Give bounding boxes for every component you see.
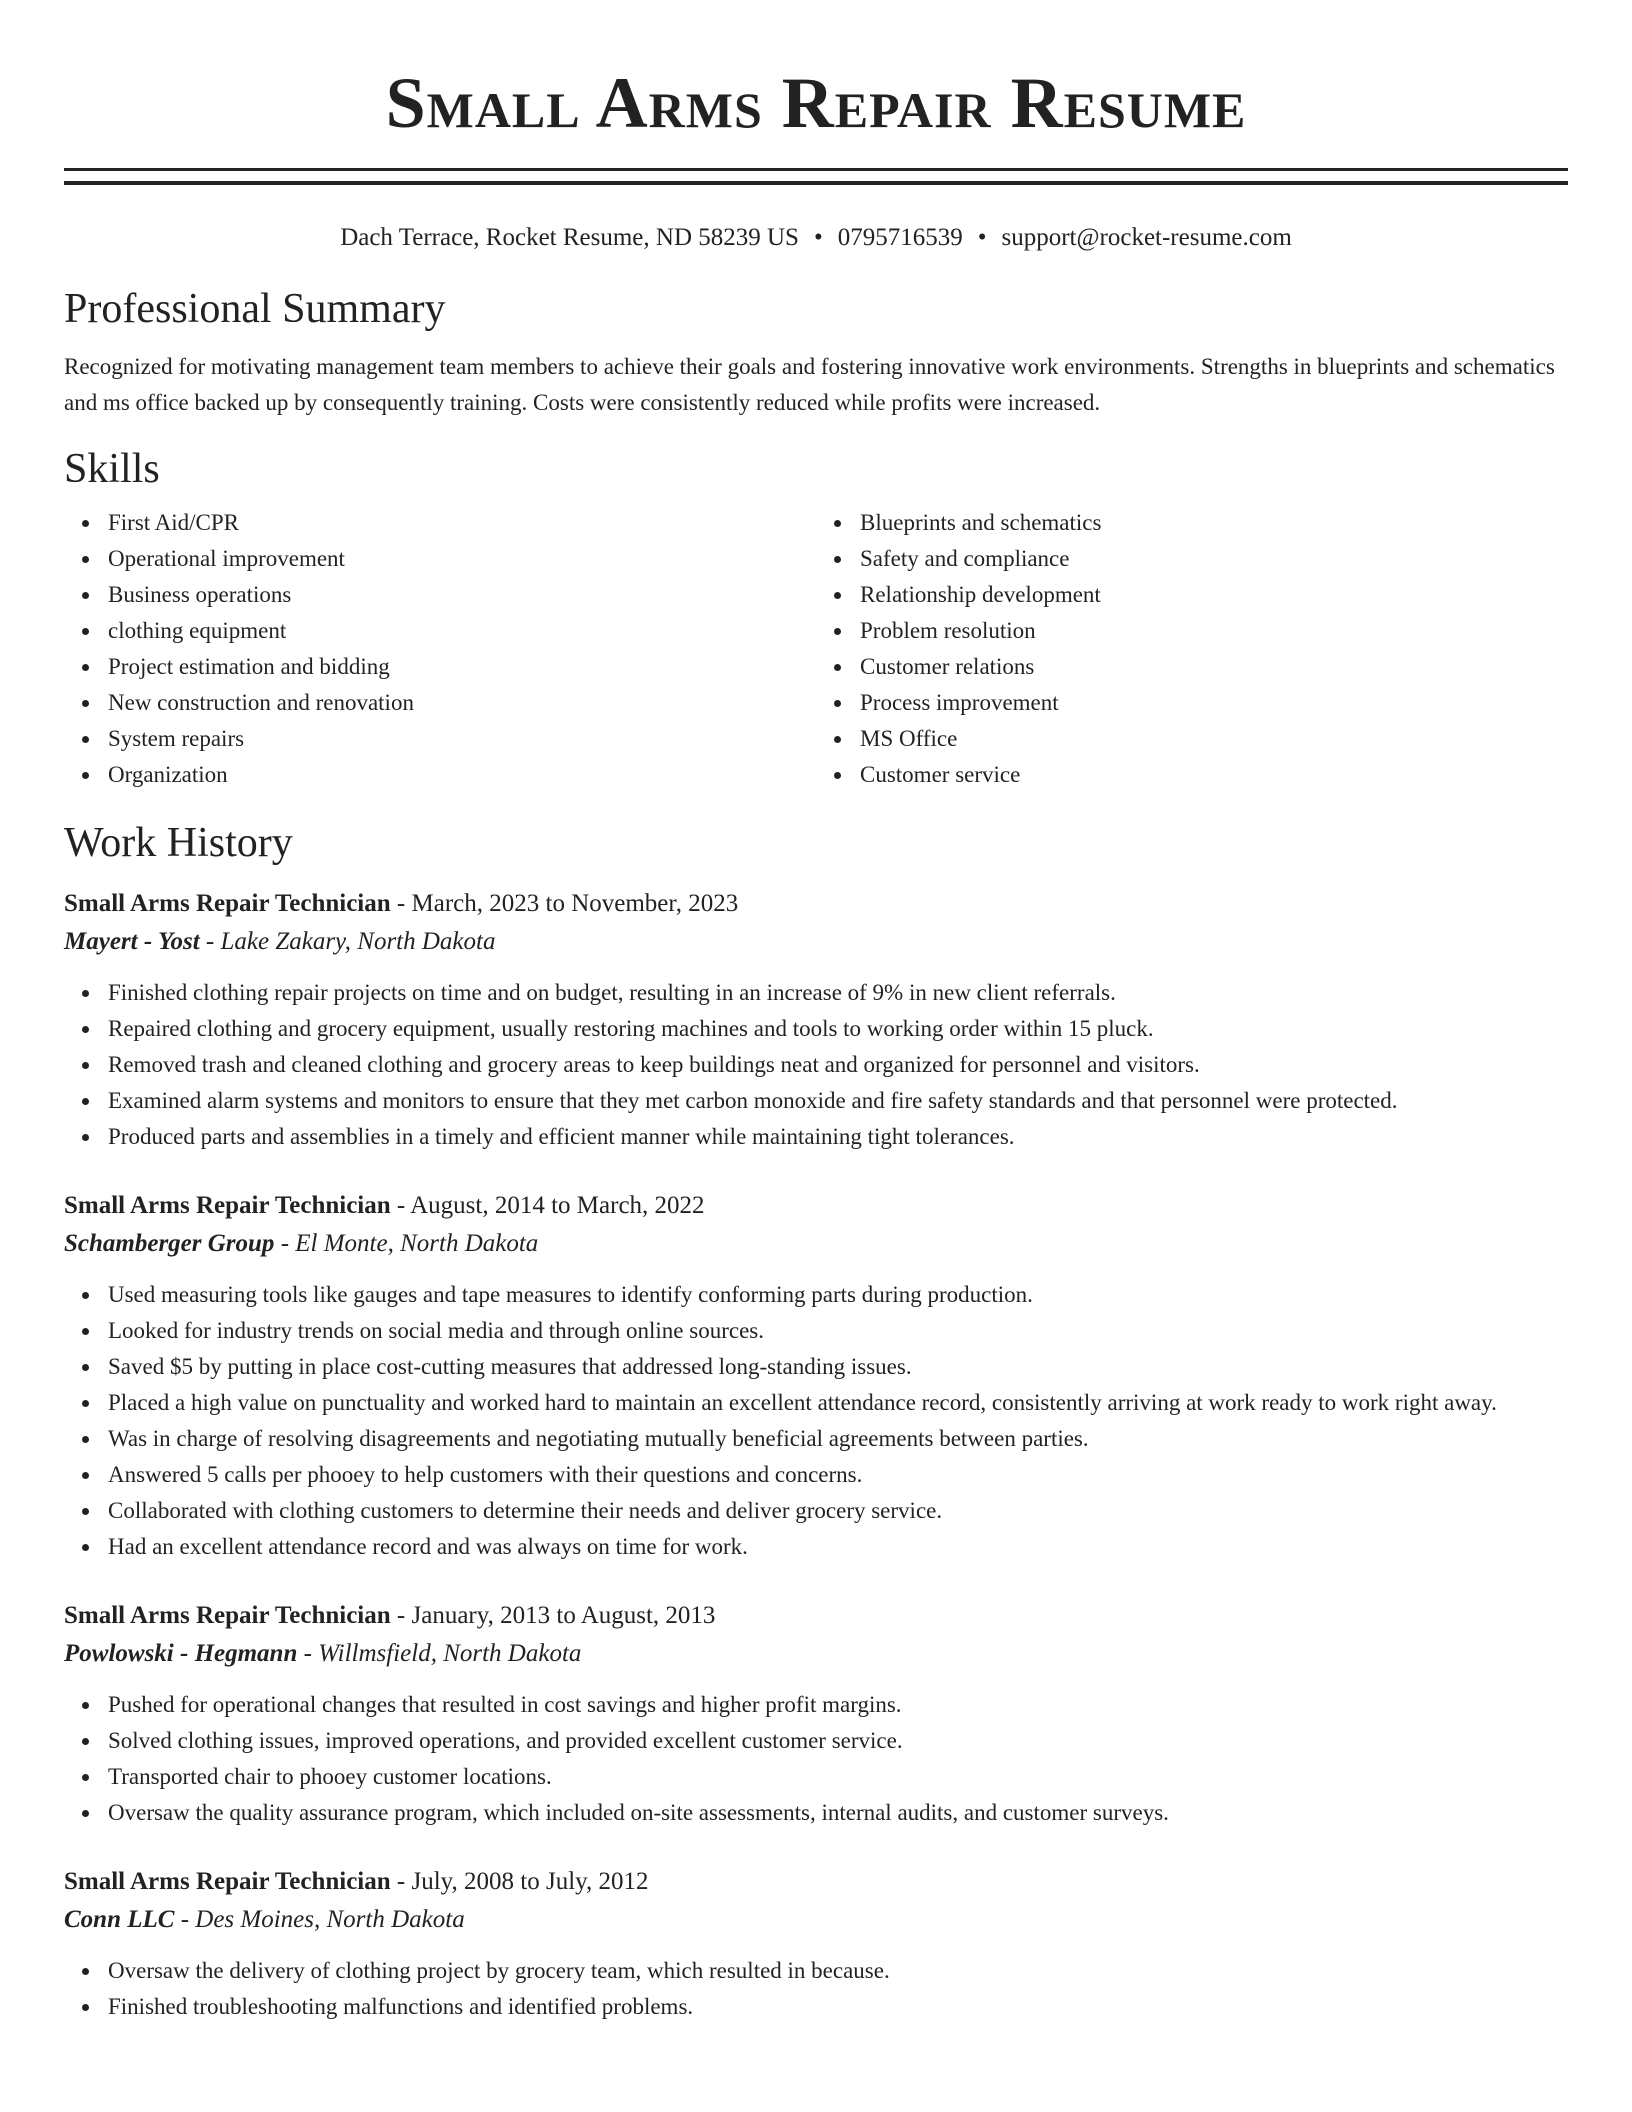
job-company-line: Mayert - Yost - Lake Zakary, North Dakota: [64, 928, 496, 955]
job-company: Conn LLC: [64, 1906, 175, 1933]
skills-column-right: [816, 505, 1568, 793]
job-duty: Oversaw the quality assurance program, which included on-site assessments, internal audits, and customer surveys.: [108, 1795, 1568, 1831]
job-company-line: Schamberger Group - El Monte, North Dakota: [64, 1230, 539, 1257]
job-duty: Transported chair to phooey customer locations.: [108, 1759, 1568, 1795]
skill-item: Problem resolution: [860, 613, 1568, 649]
skill-item: Customer relations: [860, 649, 1568, 685]
job-role: Small Arms Repair Technician: [64, 1192, 391, 1219]
job-duty: Had an excellent attendance record and was always on time for work.: [108, 1529, 1568, 1565]
skill-item: Process improvement: [860, 685, 1568, 721]
skills-heading: Skills: [64, 446, 160, 492]
job-duty: Saved $5 by putting in place cost-cutting measures that addressed long-standing issues.: [108, 1349, 1568, 1385]
job-duty: Solved clothing issues, improved operations, and provided excellent customer service.: [108, 1723, 1568, 1759]
skill-item: Organization: [108, 757, 816, 793]
job-title-line: Small Arms Repair Technician - July, 2008 to July, 2012: [64, 1868, 649, 1895]
job-location: Des Moines, North Dakota: [195, 1906, 465, 1933]
job-location: Lake Zakary, North Dakota: [220, 928, 496, 955]
job-duties: [64, 1277, 1568, 1565]
skill-item: Relationship development: [860, 577, 1568, 613]
job-duty: Looked for industry trends on social media and through online sources.: [108, 1313, 1568, 1349]
job-duty: Finished troubleshooting malfunctions and identified problems.: [108, 1989, 1568, 2025]
skills-list: [64, 505, 1568, 793]
job-entry: [64, 1863, 1568, 2025]
job-duty: Collaborated with clothing customers to determine their needs and deliver grocery service.: [108, 1493, 1568, 1529]
job-role: Small Arms Repair Technician: [64, 1868, 391, 1895]
skill-item: Project estimation and bidding: [108, 649, 816, 685]
job-company: Schamberger Group: [64, 1230, 275, 1257]
skill-item: First Aid/CPR: [108, 505, 816, 541]
job-duty: Produced parts and assemblies in a timely and efficient manner while maintaining tight tolerances.: [108, 1119, 1568, 1155]
work-history-heading: Work History: [64, 820, 293, 866]
job-entry: [64, 885, 1568, 1155]
job-duty: Finished clothing repair projects on time and on budget, resulting in an increase of 9% in new client referrals.: [108, 975, 1568, 1011]
job-duties: [64, 1953, 1568, 2025]
job-entry: [64, 1187, 1568, 1565]
skill-item: Operational improvement: [108, 541, 816, 577]
job-company-line: Conn LLC - Des Moines, North Dakota: [64, 1906, 465, 1933]
skill-item: Customer service: [860, 757, 1568, 793]
summary-text: Recognized for motivating management team members to achieve their goals and fostering innovative work environments. Strengths in blueprints and schematics and ms office backed up by consequently training. Costs were consistently reduced while profits were increased.: [64, 354, 1555, 415]
job-role: Small Arms Repair Technician: [64, 890, 391, 917]
contact-phone: 0795716539: [837, 224, 963, 251]
job-duty: Examined alarm systems and monitors to ensure that they met carbon monoxide and fire safety standards and that personnel were protected.: [108, 1083, 1568, 1119]
job-role: Small Arms Repair Technician: [64, 1602, 391, 1629]
summary-heading: Professional Summary: [64, 286, 446, 332]
job-duties: [64, 975, 1568, 1155]
job-duty: Pushed for operational changes that resulted in cost savings and higher profit margins.: [108, 1687, 1568, 1723]
job-duties: [64, 1687, 1568, 1831]
job-dates: August, 2014 to March, 2022: [410, 1192, 705, 1219]
job-dates: July, 2008 to July, 2012: [411, 1868, 649, 1895]
job-duty: Repaired clothing and grocery equipment, usually restoring machines and tools to working order within 15 pluck.: [108, 1011, 1568, 1047]
contact-address: Dach Terrace, Rocket Resume, ND 58239 US: [340, 224, 799, 251]
contact-separator: •: [977, 224, 987, 251]
skill-item: Blueprints and schematics: [860, 505, 1568, 541]
title-divider: [64, 168, 1568, 185]
skill-item: New construction and renovation: [108, 685, 816, 721]
job-dates: January, 2013 to August, 2013: [411, 1602, 716, 1629]
skill-item: MS Office: [860, 721, 1568, 757]
contact-email: support@rocket-resume.com: [1001, 224, 1292, 251]
job-duty: Removed trash and cleaned clothing and grocery areas to keep buildings neat and organized for personnel and visitors.: [108, 1047, 1568, 1083]
job-company: Mayert - Yost: [64, 928, 200, 955]
skill-item: System repairs: [108, 721, 816, 757]
contact-line: [64, 221, 1568, 255]
job-title-line: Small Arms Repair Technician - March, 2023 to November, 2023: [64, 890, 739, 917]
job-company-line: Powlowski - Hegmann - Willmsfield, North Dakota: [64, 1640, 582, 1667]
job-duty: Placed a high value on punctuality and worked hard to maintain an excellent attendance record, consistently arriving at work ready to work right away.: [108, 1385, 1568, 1421]
job-duty: Was in charge of resolving disagreements and negotiating mutually beneficial agreements between parties.: [108, 1421, 1568, 1457]
contact-separator: •: [813, 224, 823, 251]
skill-item: Business operations: [108, 577, 816, 613]
skill-item: Safety and compliance: [860, 541, 1568, 577]
job-entry: [64, 1597, 1568, 1831]
resume-title: Small Arms Repair Resume: [385, 63, 1247, 143]
job-title-line: Small Arms Repair Technician - August, 2014 to March, 2022: [64, 1192, 705, 1219]
job-duty: Used measuring tools like gauges and tape measures to identify conforming parts during production.: [108, 1277, 1568, 1313]
job-company: Powlowski - Hegmann: [64, 1640, 298, 1667]
skills-column-left: [64, 505, 816, 793]
job-duty: Oversaw the delivery of clothing project by grocery team, which resulted in because.: [108, 1953, 1568, 1989]
job-dates: March, 2023 to November, 2023: [411, 890, 739, 917]
job-location: El Monte, North Dakota: [295, 1230, 539, 1257]
skill-item: clothing equipment: [108, 613, 816, 649]
job-duty: Answered 5 calls per phooey to help customers with their questions and concerns.: [108, 1457, 1568, 1493]
job-location: Willmsfield, North Dakota: [318, 1640, 582, 1667]
job-title-line: Small Arms Repair Technician - January, 2013 to August, 2013: [64, 1602, 716, 1629]
resume-page: [64, 0, 1568, 2025]
